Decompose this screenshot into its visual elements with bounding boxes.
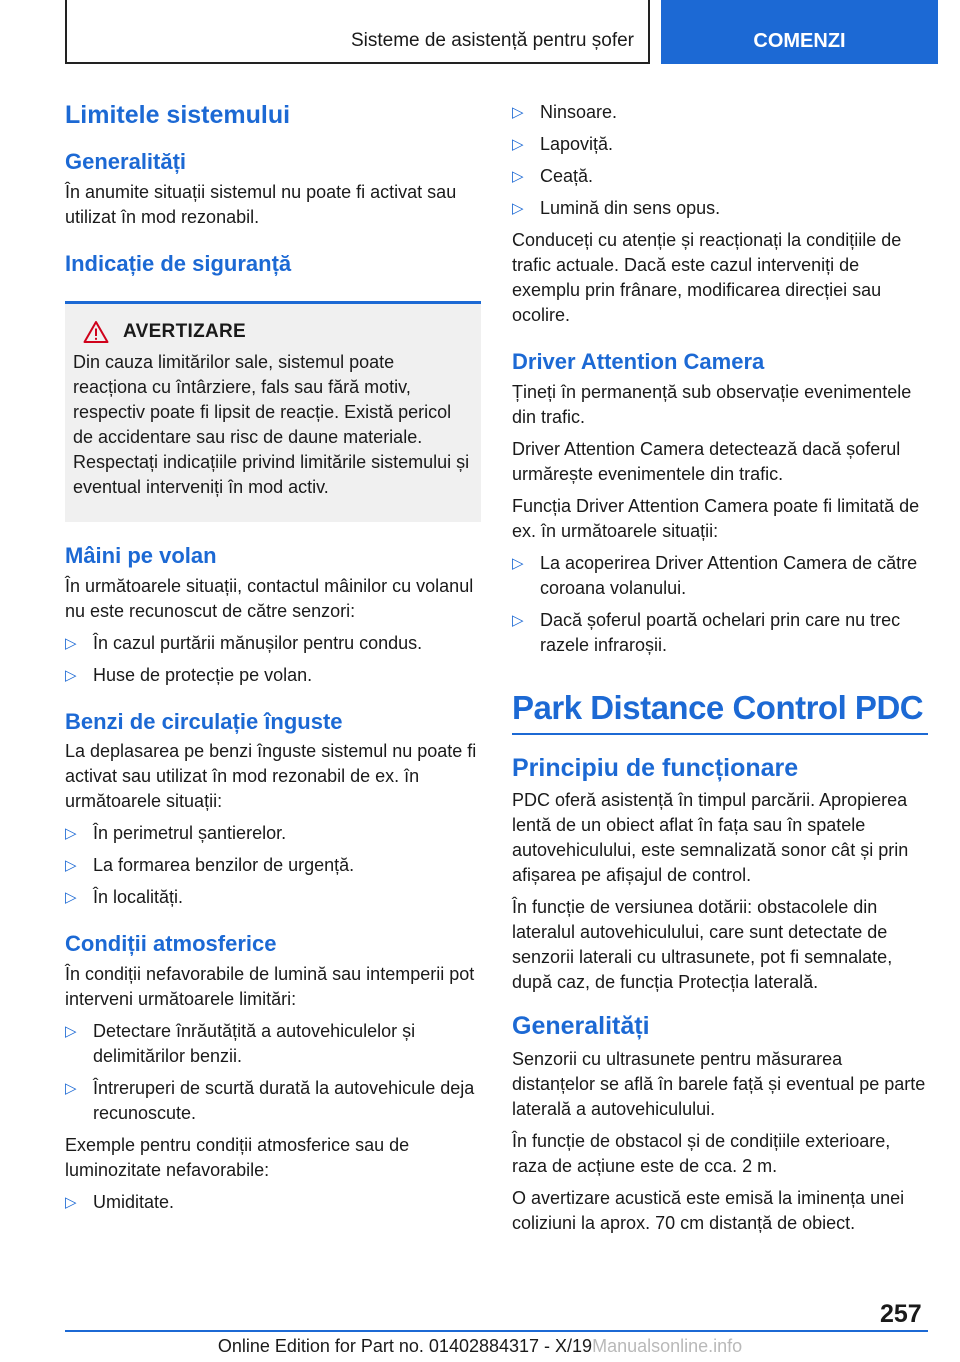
principiu-text-2: În funcție de versiunea dotării: obstacolele din lateralul autovehiculului, care sunt detectate de senzorii laterali cu ultrasunete, pot fi semnalate, după caz, de funcția Protecția laterală. — [512, 897, 893, 993]
list-item: ▷ Dacă șoferul poartă ochelari prin care nu trec razele infraroșii. — [512, 609, 901, 655]
dac-text-1: Țineți în permanență sub observație evenimentele din trafic. — [512, 381, 912, 427]
list-item: ▷ Lumină din sens opus. — [512, 196, 928, 221]
triangle-bullet-icon: ▷ — [512, 136, 524, 153]
heading-maini-pe-volan: Mâini pe volan — [65, 543, 217, 568]
conditii-text-2: Exemple pentru condiții atmosferice sau de luminozitate nefavorabile: — [65, 1134, 410, 1180]
chapter-title-pdc: Park Distance Control PDC — [512, 688, 928, 736]
triangle-bullet-icon: ▷ — [65, 1079, 77, 1097]
list-item: ▷ Detectare înrăutățită a autovehiculelor și delimitărilor benzii. — [65, 1020, 416, 1066]
benzi-text: La deplasarea pe benzi înguste sistemul nu poate fi activat sau utilizat în mod rezonabil de ex. în următoarele situații: — [65, 741, 477, 811]
generalitati-text: În anumite situații sistemul nu poate fi activat sau utilizat în mod rezonabil. — [65, 181, 457, 227]
heading-generalitati: Generalități — [65, 149, 187, 174]
heading-driver-attention-camera: Driver Attention Camera — [512, 349, 765, 374]
footer-divider — [65, 1330, 928, 1332]
warning-header — [73, 320, 473, 344]
triangle-bullet-icon: ▷ — [512, 168, 524, 185]
benzi-list — [65, 821, 481, 910]
page-number: 257 — [880, 1300, 922, 1328]
heading-benzi-inguste: Benzi de circulație înguste — [65, 708, 343, 734]
list-item: ▷ În perimetrul șantierelor. — [65, 821, 481, 846]
triangle-bullet-icon: ▷ — [65, 666, 77, 684]
header-chapter-tab[interactable] — [661, 0, 938, 64]
maini-list — [65, 631, 481, 688]
pdc-gen-text-2: În funcție de obstacol și de condițiile exterioare, raza de acțiune este de cca. 2 m. — [512, 1130, 891, 1176]
dac-text-3: Funcția Driver Attention Camera poate fi limitată de ex. în următoarele situații: — [512, 495, 920, 541]
list-item: ▷ Ninsoare. — [512, 100, 928, 125]
dac-list — [512, 551, 928, 658]
header-section-title: Sisteme de asistență pentru șofer — [350, 30, 634, 51]
warning-triangle-icon — [83, 320, 109, 344]
triangle-bullet-icon: ▷ — [512, 104, 524, 121]
conditii-list-2 — [65, 1190, 481, 1215]
heading-generalitati-pdc: Generalități — [512, 1012, 650, 1041]
right-column — [512, 100, 928, 1243]
triangle-bullet-icon: ▷ — [512, 200, 524, 217]
triangle-bullet-icon: ▷ — [512, 611, 524, 629]
conditii-list — [65, 1019, 481, 1126]
heading-conditii-atmosferice: Condiții atmosferice — [65, 931, 277, 956]
triangle-bullet-icon: ▷ — [512, 554, 524, 572]
maini-text: În următoarele situații, contactul mâinilor cu volanul nu este recunoscut de către senzori: — [65, 575, 474, 621]
warning-text: Din cauza limitărilor sale, sistemul poate reacționa cu întârziere, fals sau fără motiv, respectiv poate fi lipsit de reacție. Există pericol de accidentare sau risc de daune materiale. Respectați indicațiile privind limitările sistemului și eventual interveniți în mod activ. — [73, 352, 470, 497]
triangle-bullet-icon: ▷ — [65, 1193, 77, 1211]
list-item: ▷ Ceață. — [512, 164, 928, 189]
list-item: ▷ La acoperirea Driver Attention Camera de către coroana volanului. — [512, 552, 918, 598]
list-item: ▷ În cazul purtării mănușilor pentru condus. — [65, 631, 481, 656]
pdc-gen-text-1: Senzorii cu ultrasunete pentru măsurarea distanțelor se află în barele față și eventual pe parte laterală a autovehiculului. — [512, 1048, 926, 1119]
warning-label: AVERTIZARE — [123, 321, 246, 342]
triangle-bullet-icon: ▷ — [65, 889, 77, 906]
header-chapter-label: COMENZI — [753, 30, 846, 52]
list-item: ▷ Umiditate. — [65, 1190, 481, 1215]
triangle-bullet-icon: ▷ — [65, 857, 77, 874]
list-item: ▷ Lapoviță. — [512, 132, 928, 157]
dac-text-2: Driver Attention Camera detectează dacă șoferul urmărește evenimentele din trafic. — [512, 438, 901, 484]
footer-edition: Online Edition for Part no. 01402884317 - X/19 — [217, 1336, 593, 1356]
pdc-gen-text-3: O avertizare acustică este emisă la iminența unei coliziuni la aprox. 70 cm distanță de obiect. — [512, 1187, 905, 1233]
principiu-text-1: PDC oferă asistență în timpul parcării. Apropierea lentă de un obiect aflat în fața sau în spatele autovehiculului, este semnalizată sonor cât și prin afișarea pe afișajul de control. — [512, 790, 909, 886]
warning-box — [65, 301, 481, 522]
triangle-bullet-icon: ▷ — [65, 634, 77, 652]
footer-watermark: Manualsonline.info — [592, 1336, 743, 1356]
list-item: ▷ Întreruperi de scurtă durată la autovehicule deja recunoscute. — [65, 1077, 475, 1123]
heading-principiu: Principiu de funcționare — [512, 754, 799, 783]
left-column — [65, 100, 481, 1222]
weather-text: Conduceți cu atenție și reacționați la condițiile de trafic actuale. Dacă este cazul interveniți de exemplu prin frânare, modificarea direcției sau ocolire. — [512, 230, 902, 325]
list-item: ▷ La formarea benzilor de urgență. — [65, 853, 481, 878]
triangle-bullet-icon: ▷ — [65, 825, 77, 842]
section-title-limits: Limitele sistemului — [65, 101, 291, 129]
triangle-bullet-icon: ▷ — [65, 1022, 77, 1040]
conditii-text: În condiții nefavorabile de lumină sau intemperii pot interveni următoarele limitări: — [65, 963, 475, 1009]
heading-indicatie: Indicație de siguranță — [65, 250, 292, 276]
footer-text — [0, 1336, 960, 1357]
weather-list — [512, 100, 928, 221]
header-section-box — [65, 0, 650, 64]
list-item: ▷ Huse de protecție pe volan. — [65, 663, 481, 688]
list-item: ▷ În localități. — [65, 885, 481, 910]
